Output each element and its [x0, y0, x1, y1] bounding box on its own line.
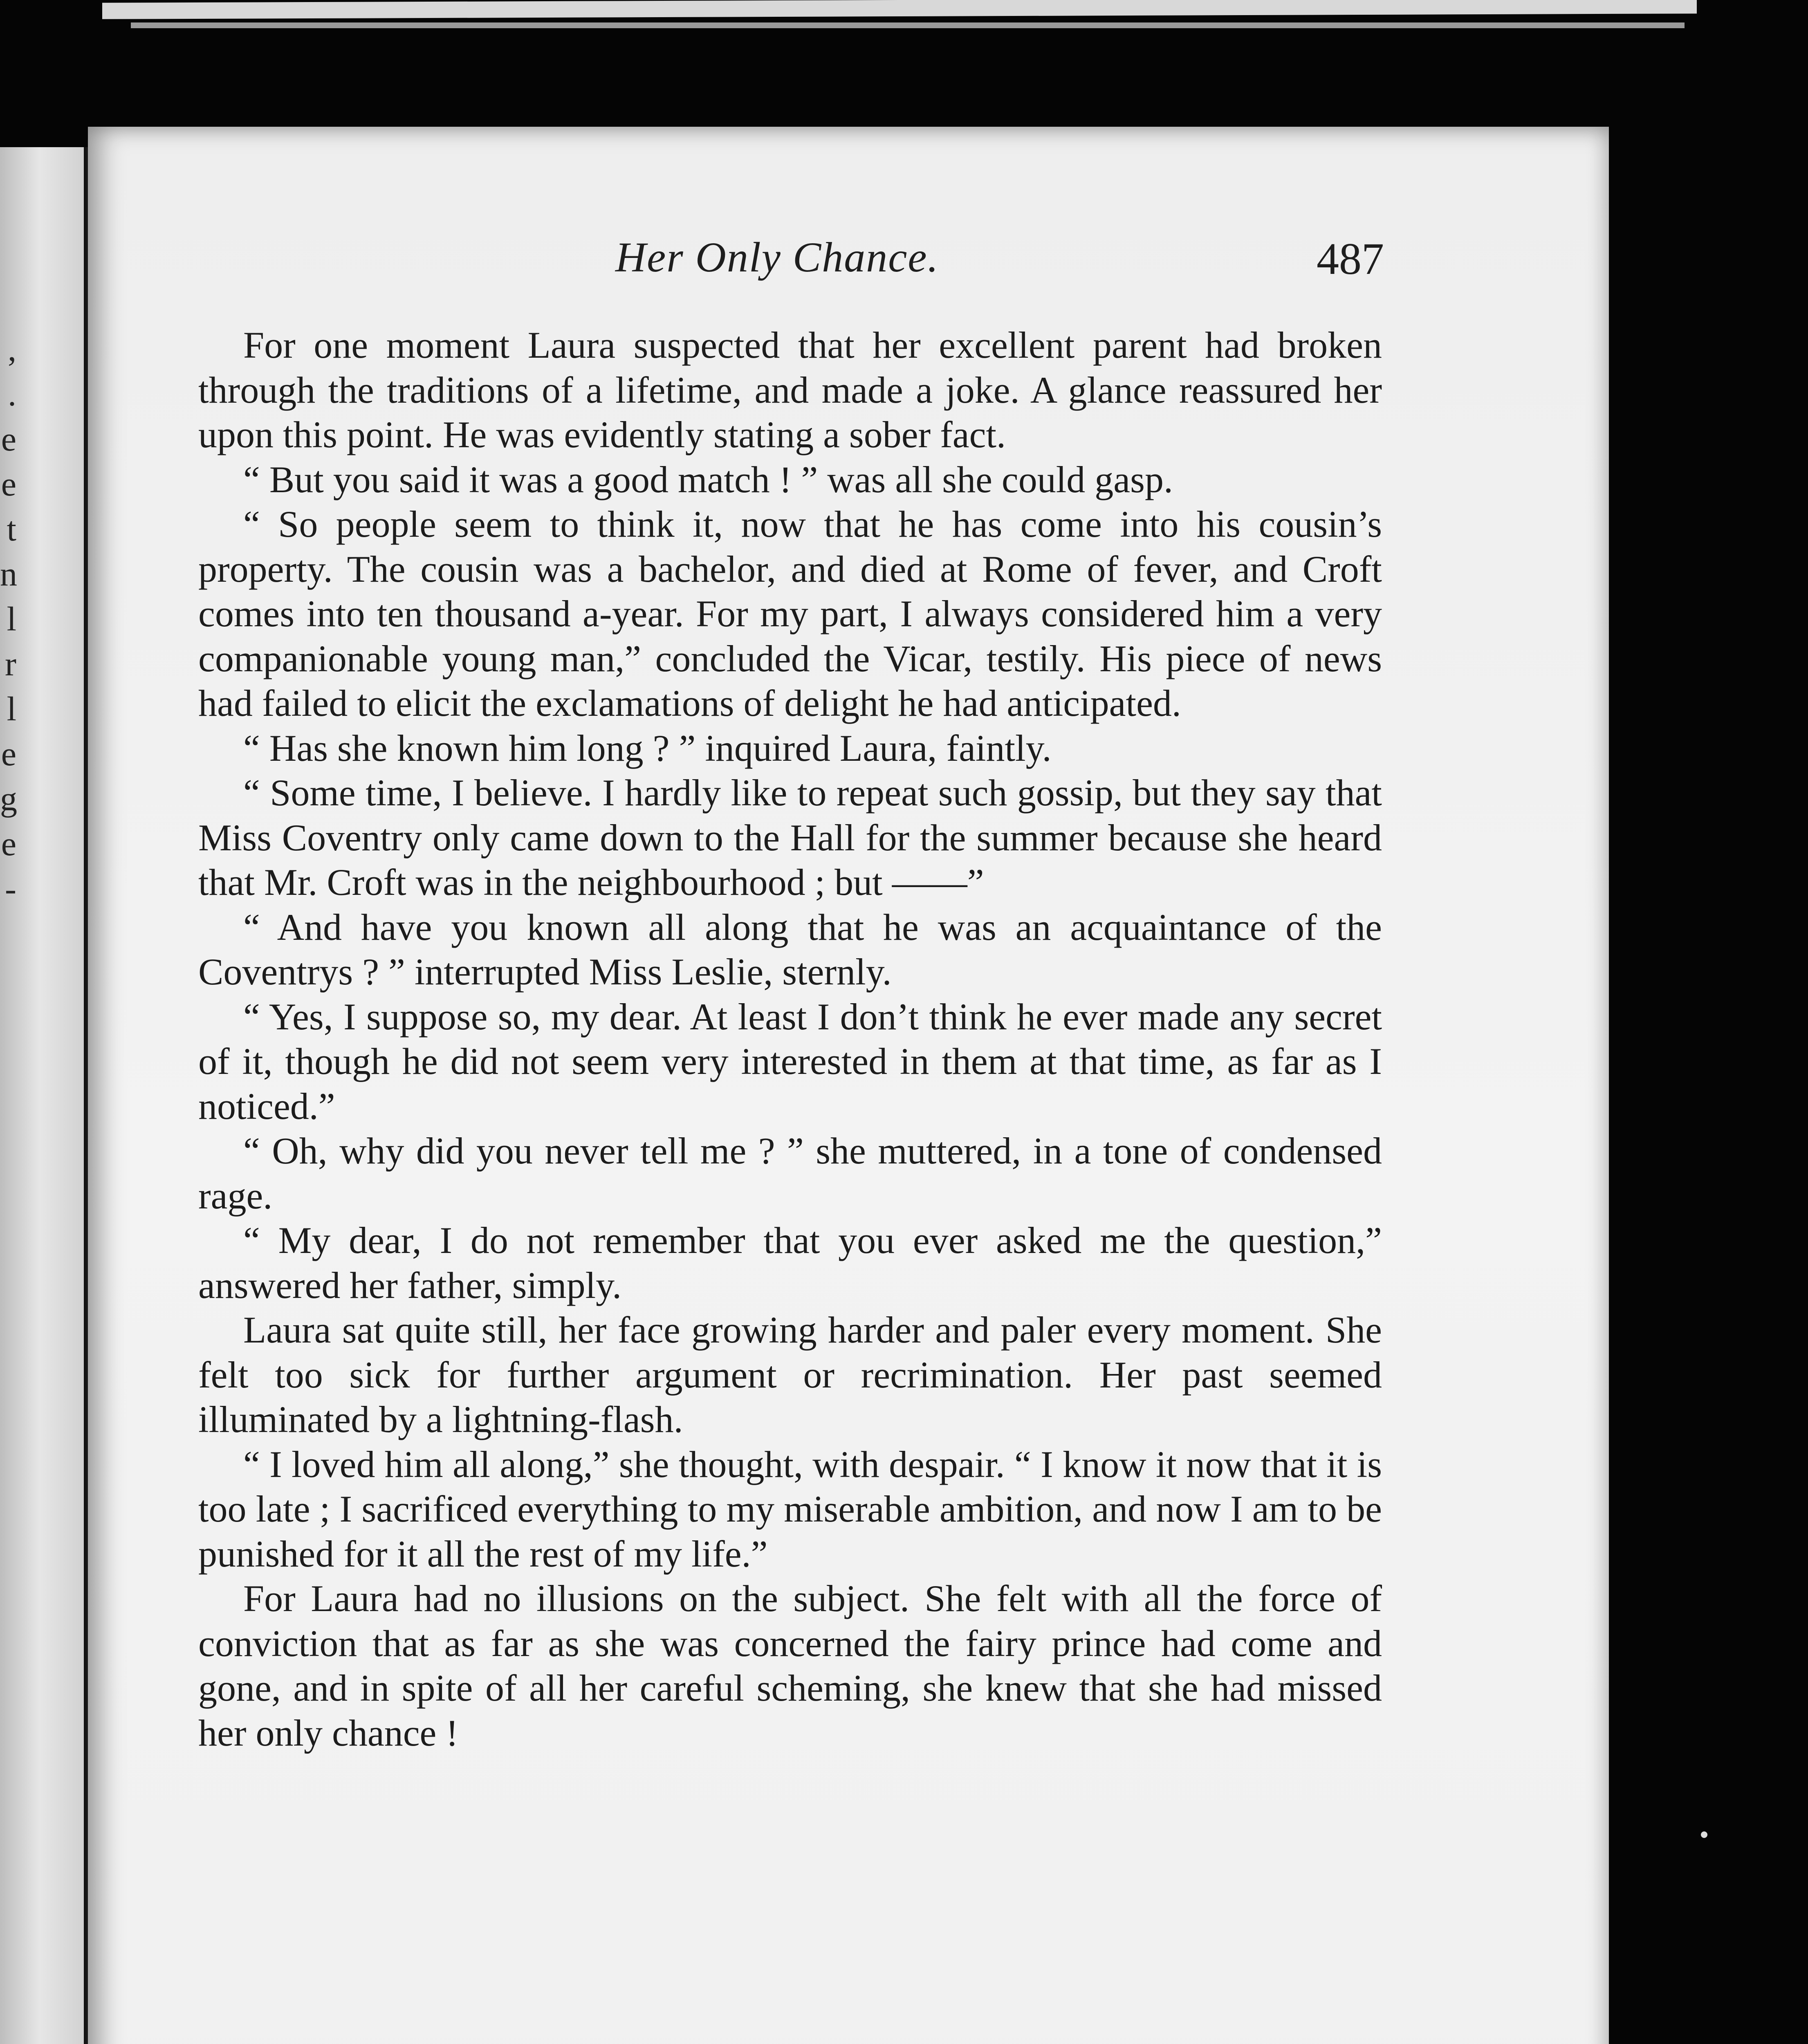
- paragraph: “ Oh, why did you never tell me ? ” she muttered, in a tone of condensed rage.: [198, 1130, 1382, 1217]
- body-text: [198, 323, 1382, 1755]
- fragment: e: [1, 420, 16, 458]
- fragment: n: [0, 555, 17, 593]
- fragment: l: [7, 690, 16, 728]
- page-number: 487: [1317, 234, 1384, 284]
- dust-speck: [1701, 1831, 1707, 1838]
- running-head: [88, 233, 1609, 290]
- fragment: .: [8, 375, 16, 413]
- fragment: e: [1, 825, 16, 863]
- fragment: t: [7, 510, 16, 548]
- fragment: r: [5, 645, 16, 683]
- previous-page-text-fragments: [0, 327, 16, 912]
- top-page-edge: [102, 0, 1697, 19]
- top-page-edge-shadow: [131, 22, 1685, 28]
- paragraph: “ So people seem to think it, now that he has come into his cousin’s property. The cousin was a bachelor, and died at Rome of fever, and Croft comes into ten thousand a-year. For my part, I always considered him a very companionable young man,” concluded the Vicar, testily. His piece of news had failed to elicit the exclamations of delight he had anticipated.: [198, 503, 1382, 724]
- chapter-title: Her Only Chance.: [615, 234, 939, 281]
- paragraph: “ Yes, I suppose so, my dear. At least I don’t think he ever made any secret of it, though he did not seem very interested in them at that time, as far as I noticed.”: [198, 995, 1382, 1127]
- paragraph: “ But you said it was a good match ! ” was all she could gasp.: [243, 458, 1173, 500]
- paragraph: For one moment Laura suspected that her excellent parent had broken through the traditions of a lifetime, and made a joke. A glance reassured her upon this point. He was evidently stating a sober fact.: [198, 324, 1382, 455]
- paragraph: “ Has she known him long ? ” inquired Laura, faintly.: [243, 727, 1052, 769]
- paragraph: “ My dear, I do not remember that you ever asked me the question,” answered her father, simply.: [198, 1219, 1382, 1306]
- fragment: e: [1, 735, 16, 773]
- paragraph: Laura sat quite still, her face growing harder and paler every moment. She felt too sick for further argument or recrimination. Her past seemed illuminated by a lightning-flash.: [198, 1309, 1382, 1440]
- fragment: ,: [8, 330, 16, 368]
- fragment: e: [1, 465, 16, 503]
- book-page: [88, 127, 1609, 2044]
- paragraph: “ Some time, I believe. I hardly like to repeat such gossip, but they say that Miss Coventry only came down to the Hall for the summer because she heard that Mr. Croft was in the neighbourhood ; but ——”: [198, 772, 1382, 903]
- fragment: g: [0, 780, 17, 818]
- paragraph: For Laura had no illusions on the subject. She felt with all the force of conviction that as far as she was concerned the fairy prince had come and gone, and in spite of all her careful scheming, she knew that she had missed her only chance !: [198, 1578, 1382, 1754]
- paragraph: “ I loved him all along,” she thought, with despair. “ I know it now that it is too late ; I sacrificed everything to my miserable ambition, and now I am to be punished for it all the rest of my life.”: [198, 1443, 1382, 1575]
- fragment: -: [5, 870, 16, 908]
- paragraph: “ And have you known all along that he was an acquaintance of the Coventrys ? ” interrupted Miss Leslie, sternly.: [198, 906, 1382, 993]
- fragment: l: [7, 600, 16, 638]
